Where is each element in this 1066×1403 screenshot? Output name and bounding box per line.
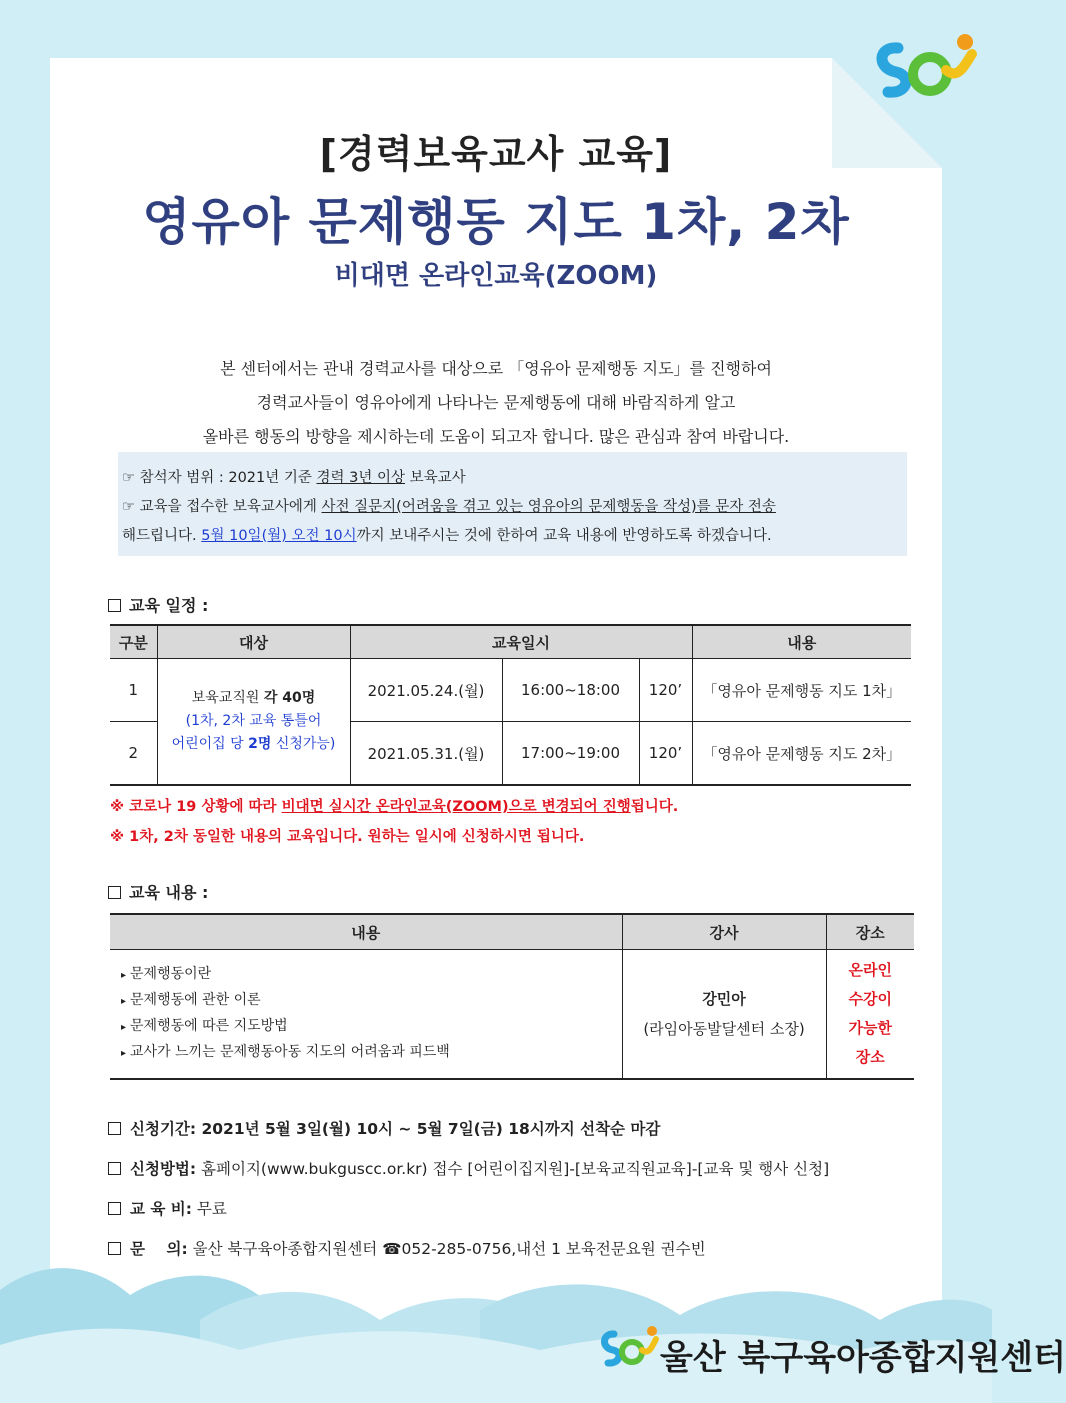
footer-org-name: 울산 북구육아종합지원센터 — [660, 1338, 1066, 1378]
page-title: 영유아 문제행동 지도 1차, 2차 — [142, 193, 850, 251]
time-cell: 16:00~18:00 — [502, 659, 639, 722]
intro-paragraph — [100, 352, 892, 454]
time-cell: 17:00~19:00 — [502, 722, 639, 786]
place-line: 수강이 — [848, 990, 892, 1008]
intro-line: 본 센터에서는 관내 경력교사를 대상으로 「영유아 문제행동 지도」를 진행하여 — [220, 359, 772, 378]
table-row — [110, 950, 914, 1080]
instructor-name: 강민아 — [702, 990, 746, 1008]
center-logo-icon — [598, 1322, 658, 1378]
topics-cell — [110, 950, 622, 1080]
section-label: 교육 내용 : — [129, 883, 209, 902]
notice-line-survey — [122, 493, 907, 522]
notice-line-scope — [122, 464, 907, 493]
content-cell: 「영유아 문제행동 지도 1차」 — [692, 659, 911, 722]
instructor-title: (라임아동발달센터 소장) — [643, 1020, 805, 1038]
date-cell: 2021.05.24.(월) — [350, 659, 502, 722]
schedule-table — [110, 624, 911, 786]
schedule-heading — [108, 593, 208, 616]
center-logo-icon — [868, 28, 978, 108]
column-header: 내용 — [692, 625, 911, 659]
note-text: 됩니다. — [630, 799, 679, 815]
page-subtitle: 비대면 온라인교육(ZOOM) — [334, 261, 658, 291]
column-header: 대상 — [157, 625, 350, 659]
note-text: ※ 코로나 19 상황에 따라 — [110, 799, 282, 815]
intro-line: 경력교사들이 영유아에게 나타나는 문제행동에 대해 바람직하게 알고 — [256, 393, 736, 412]
title-bracket: [경력보육교사 교육] — [319, 132, 673, 176]
info-value: 울산 북구육아종합지원센터 ☎052-285-0756,내선 1 보육전문요원 권수빈 — [187, 1240, 706, 1258]
checkbox-square-icon — [108, 599, 121, 612]
info-label: 교 육 비: — [130, 1200, 192, 1218]
place-line: 온라인 — [848, 961, 892, 979]
target-text: 보육교직원 — [191, 690, 264, 706]
content-cell: 「영유아 문제행동 지도 2차」 — [692, 722, 911, 786]
topic-list — [111, 962, 621, 1066]
schedule-notes — [110, 792, 678, 852]
info-label: 문 의: — [130, 1240, 188, 1258]
table-header-row — [110, 914, 914, 950]
info-method — [108, 1157, 829, 1179]
column-header: 구분 — [110, 625, 157, 659]
notice-text: 해드립니다. — [122, 528, 202, 544]
note-line: ※ 1차, 2차 동일한 내용의 교육입니다. 원하는 일시에 신청하시면 됩니다. — [110, 829, 585, 845]
content-table — [110, 913, 914, 1080]
footer-logo — [598, 1322, 1066, 1382]
row-number: 2 — [110, 722, 157, 786]
column-header: 내용 — [110, 914, 622, 950]
notice-underline: 경력 3년 이상 — [316, 470, 405, 486]
checkbox-square-icon — [108, 1122, 121, 1135]
list-item: ▸ 문제행동이란 — [121, 962, 621, 988]
notice-box — [118, 452, 907, 556]
notice-text: 보육교사 — [404, 470, 466, 486]
target-text: 신청가능) — [271, 736, 336, 752]
info-label: 신청기간: — [130, 1120, 197, 1138]
list-item: ▸ 문제행동에 관한 이론 — [121, 988, 621, 1014]
info-value: 2021년 5월 3일(월) 10시 ~ 5월 7일(금) 18시까지 선착순 마감 — [196, 1120, 661, 1138]
date-cell: 2021.05.31.(월) — [350, 722, 502, 786]
notice-line-deadline — [122, 522, 907, 551]
target-count: 각 40명 — [263, 690, 316, 706]
note-underline: 비대면 실시간 온라인교육(ZOOM)으로 변경되어 진행 — [281, 799, 631, 815]
notice-text: ☞ 참석자 범위 : 2021년 기준 — [122, 470, 317, 486]
target-cell — [157, 659, 350, 786]
place-line: 장소 — [855, 1048, 885, 1066]
checkbox-square-icon — [108, 886, 121, 899]
info-fee — [108, 1197, 227, 1219]
target-line: (1차, 2차 교육 통틀어 — [185, 713, 322, 729]
column-header: 장소 — [826, 914, 914, 950]
info-value: 무료 — [191, 1200, 227, 1218]
column-header: 교육일시 — [350, 625, 692, 659]
target-line — [159, 687, 349, 710]
place-cell — [826, 950, 914, 1080]
checkbox-square-icon — [108, 1202, 121, 1215]
section-label: 교육 일정 : — [129, 596, 209, 615]
info-value: 홈페이지(www.bukguscc.or.kr) 접수 [어린이집지원]-[보육교직원교육]-[교육 및 행사 신청] — [196, 1160, 830, 1178]
content-heading — [108, 880, 208, 903]
row-number: 1 — [110, 659, 157, 722]
list-item: ▸ 문제행동에 따른 지도방법 — [121, 1014, 621, 1040]
info-period — [108, 1117, 660, 1139]
deadline-highlight: 5월 10일(월) 오전 10시 — [201, 528, 357, 544]
place-line: 가능한 — [848, 1019, 892, 1037]
checkbox-square-icon — [108, 1162, 121, 1175]
duration-cell: 120’ — [639, 722, 692, 786]
duration-cell: 120’ — [639, 659, 692, 722]
intro-line: 올바른 행동의 방향을 제시하는데 도움이 되고자 합니다. 많은 관심과 참여 바랍니다. — [202, 427, 790, 446]
column-header: 강사 — [622, 914, 826, 950]
table-row — [110, 659, 911, 722]
notice-text: ☞ 교육을 접수한 보육교사에게 — [122, 499, 322, 515]
target-text: 어린이집 당 — [171, 736, 249, 752]
notice-underline: 사전 질문지(어려움을 겪고 있는 영유아의 문제행동을 작성)를 문자 전송 — [321, 499, 776, 515]
list-item: ▸ 교사가 느끼는 문제행동아동 지도의 어려움과 피드백 — [121, 1040, 621, 1066]
info-label: 신청방법: — [130, 1160, 197, 1178]
target-line — [159, 733, 349, 756]
note-line — [110, 792, 678, 822]
table-header-row — [110, 625, 911, 659]
instructor-cell — [622, 950, 826, 1080]
target-limit: 2명 — [248, 736, 272, 752]
notice-text: 까지 보내주시는 것에 한하여 교육 내용에 반영하도록 하겠습니다. — [356, 528, 772, 544]
